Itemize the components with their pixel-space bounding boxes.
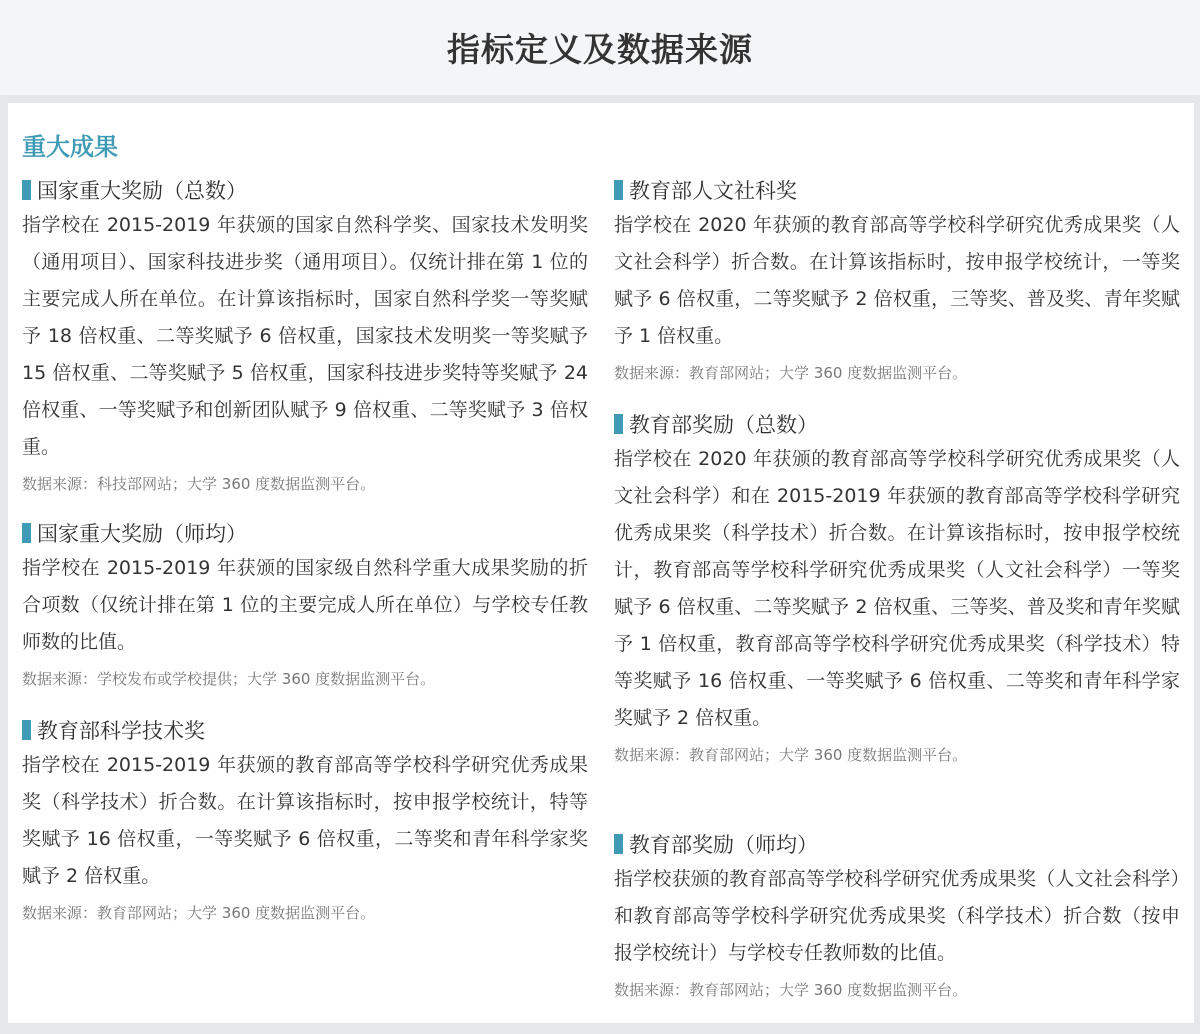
indicator-heading <box>614 173 1180 207</box>
bookmark-icon <box>22 720 31 740</box>
indicator-title: 教育部奖励（师均） <box>629 833 818 857</box>
data-source: 数据来源：教育部网站；大学 360 度数据监测平台。 <box>614 746 968 764</box>
page-title: 指标定义及数据来源 <box>447 30 753 69</box>
bookmark-icon <box>614 834 623 854</box>
bookmark-icon <box>614 414 623 434</box>
indicator-heading <box>22 516 588 550</box>
page-header <box>0 0 1200 95</box>
indicator-entry <box>22 173 588 494</box>
bookmark-icon <box>22 523 31 543</box>
indicator-title: 国家重大奖励（师均） <box>37 522 247 546</box>
indicator-entry <box>22 516 588 689</box>
indicator-definition: 指学校在 2015-2019 年获颁的国家级自然科学重大成果奖励的折合项数（仅统计排在第 1 位的主要完成人所在单位）与学校专任教师数的比值。 <box>22 557 588 653</box>
indicator-definition: 指学校获颁的教育部高等学校科学研究优秀成果奖（人文社会科学）和教育部高等学校科学研究优秀成果奖（科学技术）折合数（按申报学校统计）与学校专任教师数的比值。 <box>614 868 1180 964</box>
indicator-entry <box>614 173 1180 383</box>
bookmark-icon <box>22 180 31 200</box>
indicator-heading <box>22 173 588 207</box>
data-source: 数据来源：学校发布或学校提供；大学 360 度数据监测平台。 <box>22 670 436 688</box>
indicator-title: 教育部人文社科奖 <box>629 179 797 203</box>
indicator-heading <box>22 713 588 747</box>
section-title: 重大成果 <box>22 133 118 161</box>
indicator-title: 教育部科学技术奖 <box>37 719 205 743</box>
indicator-definition: 指学校在 2015-2019 年获颁的国家自然科学奖、国家技术发明奖（通用项目）、国家科技进步奖（通用项目）。仅统计排在第 1 位的主要完成人所在单位。在计算该指标时，国家自然科学奖一等奖赋予 18 倍权重、二等奖赋予 6 倍权重，国家技术发明奖一等奖赋予 15 倍权重、二等奖赋予 5 倍权重，国家科技进步奖特等奖赋予 24 倍权重、一等奖赋予和创新团队赋予 9 倍权重、二等奖赋予 3 倍权重。 <box>22 214 588 458</box>
data-source: 数据来源：教育部网站；大学 360 度数据监测平台。 <box>614 981 968 999</box>
indicator-definition: 指学校在 2015-2019 年获颁的教育部高等学校科学研究优秀成果奖（科学技术）折合数。在计算该指标时，按申报学校统计，特等奖赋予 16 倍权重，一等奖赋予 6 倍权重，二等奖和青年科学家奖赋予 2 倍权重。 <box>22 754 588 887</box>
content-panel <box>8 103 1194 1023</box>
bookmark-icon <box>614 180 623 200</box>
indicator-title: 国家重大奖励（总数） <box>37 179 247 203</box>
indicator-entry <box>614 407 1180 765</box>
indicator-entry <box>614 827 1180 1000</box>
data-source: 数据来源：科技部网站；大学 360 度数据监测平台。 <box>22 475 376 493</box>
indicator-definition: 指学校在 2020 年获颁的教育部高等学校科学研究优秀成果奖（人文社会科学）和在 2015-2019 年获颁的教育部高等学校科学研究优秀成果奖（科学技术）折合数。在计算该指标时，按申报学校统计，教育部高等学校科学研究优秀成果奖（人文社会科学）一等奖赋予 6 倍权重、二等奖赋予 2 倍权重、三等奖、普及奖和青年奖赋予 1 倍权重，教育部高等学校科学研究优秀成果奖（科学技术）特等奖赋予 16 倍权重、一等奖赋予 6 倍权重、二等奖和青年科学家奖赋予 2 倍权重。 <box>614 448 1180 729</box>
indicator-definition: 指学校在 2020 年获颁的教育部高等学校科学研究优秀成果奖（人文社会科学）折合数。在计算该指标时，按申报学校统计，一等奖赋予 6 倍权重，二等奖赋予 2 倍权重，三等奖、普及奖、青年奖赋予 1 倍权重。 <box>614 214 1180 347</box>
indicator-heading <box>614 827 1180 861</box>
data-source: 数据来源：教育部网站；大学 360 度数据监测平台。 <box>614 364 968 382</box>
indicator-title: 教育部奖励（总数） <box>629 413 818 437</box>
data-source: 数据来源：教育部网站；大学 360 度数据监测平台。 <box>22 904 376 922</box>
indicator-entry <box>22 713 588 923</box>
indicator-heading <box>614 407 1180 441</box>
